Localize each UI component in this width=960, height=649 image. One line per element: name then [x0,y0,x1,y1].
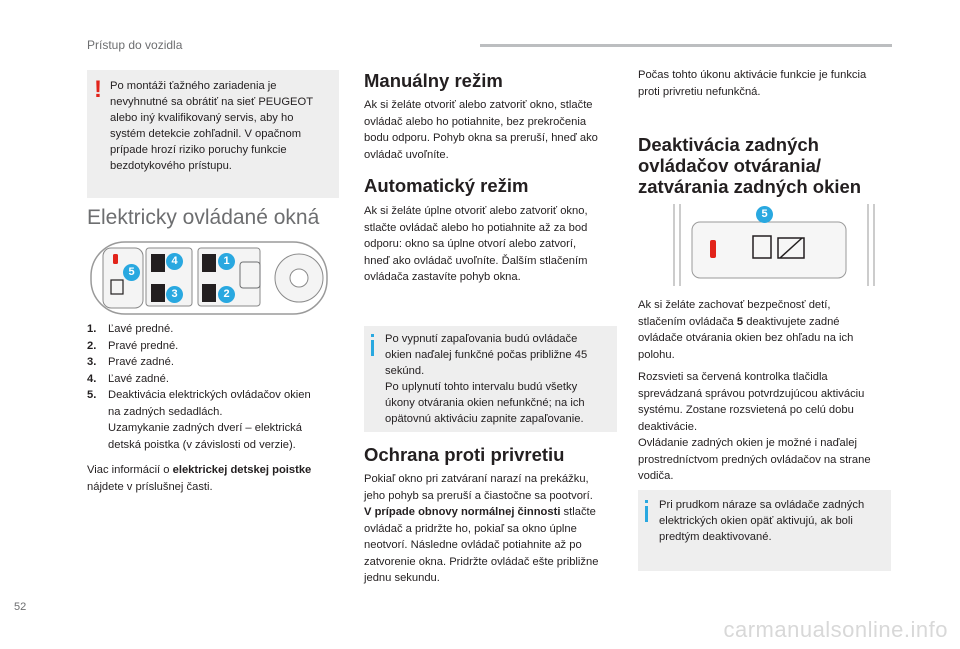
page-number: 52 [14,601,27,613]
list-item: 5. Deaktivácia elektrických ovládačov okien na zadných sedadlách. Uzamykanie zadných dverí – elektrická detská poistka (v závislosti od verzie). [87,389,311,451]
manual-mode-text: Ak si želáte otvoriť alebo zatvoriť okno, stlačte ovládač alebo ho potiahnite, bez prekročenia bodu odporu. Pohyb okna sa preruší, hneď ako ovládač uvoľníte. [364,99,598,161]
deactivation-button-figure [660,202,888,288]
anti-pinch-title: Ochrana proti privretiu [364,444,565,465]
list-item: 2. Pravé predné. [87,339,179,352]
callout-badge-5: 5 [123,264,140,281]
anti-pinch-text: Pokiaľ okno pri zatváraní narazí na prekážku, jeho pohyb sa preruší a čiastočne sa pootvorí. V prípade obnovy normálnej činnosti stlačte ovládač a pridržte ho, pokiaľ sa okno úplne neotvorí. Následne ovládač potiahnite až po zatvorenie okna. Pridržte ovládač ešte približne jednu sekundu. [364,473,599,584]
warning-note [87,70,339,198]
rear-controls-deactivation-title: Deaktivácia zadných ovládačov otvárania/ zatvárania zadných okien [638,134,862,197]
warning-note-text: Po montáži ťažného zariadenia je nevyhnutné sa obrátiť na sieť PEUGEOT alebo iný kvalifikovaný servis, aby ho systém detekcie zohľadnil. V opačnom prípade hrozí riziko poruchy funkcie bezdotykového prístupu. [110,80,314,172]
automatic-mode-text: Ak si želáte úplne otvoriť alebo zatvoriť okno, stlačte ovládač alebo ho potiahnite až za bod odporu: okno sa úplne otvorí alebo zatvorí, hneď ako ovládač uvoľníte. Ďalším stlačením ovládača zastavíte pohyb okna. [364,205,588,283]
info-icon [645,506,648,522]
ignition-info-text: Po vypnutí zapaľovania budú ovládače okien naďalej funkčné počas približne 45 sekúnd. Po uplynutí tohto intervalu budú všetky úkony otvárania okien nefunkčné; na ich opätovnú aktiváciu zapnite zapaľovanie. [385,333,588,425]
info-icon [371,340,374,356]
watermark: carmanualsonline.info [723,617,948,642]
manual-mode-title: Manuálny režim [364,70,503,91]
header-divider [480,44,892,47]
callout-badge-3: 3 [166,286,183,303]
list-item: 3. Pravé zadné. [87,356,174,368]
electric-windows-title: Elektricky ovládané okná [87,206,320,229]
ignition-info-note [364,326,617,432]
section-header: Prístup do vozidla [87,38,183,52]
automatic-mode-title: Automatický režim [364,175,529,196]
crash-info-text: Pri prudkom náraze sa ovládače zadných elektrických okien opäť aktivujú, ak boli predtým deaktivované. [659,499,865,543]
callout-badge-2: 2 [218,286,235,303]
anti-pinch-continued-text: Počas tohto úkonu aktivácie funkcie je funkcia proti privretiu nefunkčná. [638,69,867,98]
list-item: 1. Ľavé predné. [87,323,174,335]
callout-badge-4: 4 [166,253,183,270]
deactivation-paragraph-2: Rozsvieti sa červená kontrolka tlačidla sprevádzaná správou potvrdzujúcou aktiváciu systému. Zostane rozsvietená po celú dobu deaktivácie. Ovládanie zadných okien je možné i naďalej prostredníctvom predných ovládačov na strane vodiča. [638,371,871,482]
list-item: 4. Ľavé zadné. [87,372,169,385]
callout-badge-1: 1 [218,253,235,270]
callout-badge-5: 5 [756,206,773,223]
warning-icon: ! [94,76,102,103]
child-lock-reference: elektrickej detskej poistke [172,464,312,476]
crash-info-note [638,490,891,571]
window-switch-panel-figure [89,240,329,316]
more-info-paragraph: Viac informácií o elektrickej detskej poistke nájdete v príslušnej časti. [87,464,312,493]
deactivation-paragraph-1: Ak si želáte zachovať bezpečnosť detí, stlačením ovládača 5 deaktivujete zadné ovládače otvárania okien bez ohľadu na ich polohu. [638,299,854,361]
window-controls-list [87,321,337,453]
